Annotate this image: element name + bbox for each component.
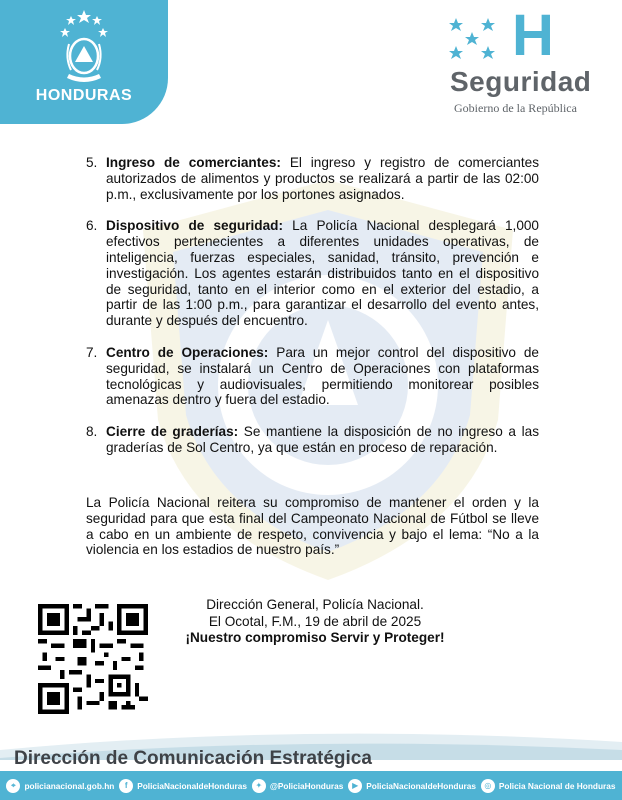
social-link-twitter[interactable] xyxy=(252,779,344,793)
footer-social-bar xyxy=(0,771,622,800)
signature-block xyxy=(150,597,480,647)
item-number: 8. xyxy=(86,424,98,440)
instagram-icon: ◎ xyxy=(481,779,495,793)
list-item xyxy=(86,345,539,408)
item-title: Centro de Operaciones: xyxy=(106,344,269,360)
seguridad-logo xyxy=(448,3,613,120)
social-label: PoliciaNacionaldeHonduras xyxy=(137,780,247,791)
social-link-website[interactable] xyxy=(6,779,114,793)
list-item xyxy=(86,424,539,456)
social-link-youtube[interactable] xyxy=(348,779,476,793)
list-item xyxy=(86,218,539,329)
honduras-badge xyxy=(0,0,168,124)
social-label: PoliciaNacionaldeHonduras xyxy=(366,780,476,791)
location-icon: ⌖ xyxy=(6,779,20,793)
social-label: policianacional.gob.hn xyxy=(24,780,115,791)
numbered-list xyxy=(86,155,539,472)
brand-name: Seguridad xyxy=(450,66,592,97)
signature-line-1: Dirección General, Policía Nacional. xyxy=(206,597,424,612)
item-text: Se mantiene la disposición de no ingreso a las graderías de Sol Centro, ya que están en proceso de reparación. xyxy=(106,424,539,455)
item-number: 6. xyxy=(86,218,98,234)
social-link-facebook[interactable] xyxy=(119,779,247,793)
item-number: 7. xyxy=(86,344,98,360)
qr-code[interactable] xyxy=(38,604,148,714)
signature-motto: ¡Nuestro compromiso Servir y Proteger! xyxy=(185,630,445,645)
item-title: Ingreso de comerciantes: xyxy=(106,155,281,170)
signature-line-2: El Ocotal, F.M., 19 de abril de 2025 xyxy=(208,613,422,629)
brand-letter: H xyxy=(512,3,554,68)
country-label: HONDURAS xyxy=(35,87,133,104)
facebook-icon: f xyxy=(119,779,133,793)
social-link-instagram[interactable] xyxy=(481,779,616,793)
item-text: La Policía Nacional desplegará 1,000 efectivos pertenecientes a diferentes unidades operativas, de inteligencia, fuerzas especiales, sanidad, tránsito, prevención e investigación. Los agentes estarán distribuidos tanto en el dispositivo de seguridad, tanto en el interior como en el exterior del estadio, a partir de las 1:00 p.m., para garantizar el desarrollo del evento antes, durante y después del encuentro. xyxy=(106,218,539,329)
item-text: Para un mejor control del dispositivo de seguridad, se instalará un Centro de Operaciones con plataformas tecnológicas y audiovisuales, permitiendo monitorear posibles amenazas dentro y fuera del estadio. xyxy=(106,344,539,408)
five-stars-icon xyxy=(448,16,500,64)
coat-of-arms-icon xyxy=(59,8,109,86)
item-text: El ingreso y registro de comerciantes autorizados de alimentos y productos se realizará a partir de las 02:00 p.m., exclusivamente por los portones asignados. xyxy=(106,155,539,202)
twitter-icon: ✦ xyxy=(252,779,266,793)
closing-paragraph: La Policía Nacional reitera su compromiso de mantener el orden y la seguridad para que esta final del Campeonato Nacional de Fútbol se lleve a cabo en un ambiente de respeto, convivencia y bajo el lema: “No a la violencia en los estadios de nuestro país.” xyxy=(86,495,539,558)
list-item xyxy=(86,155,539,202)
youtube-icon: ▶ xyxy=(348,779,362,793)
brand-subtitle: Gobierno de la República xyxy=(454,101,577,115)
item-number: 5. xyxy=(86,155,98,170)
social-label: Policia Nacional de Honduras xyxy=(498,780,616,791)
footer-title: Dirección de Comunicación Estratégica xyxy=(14,748,372,769)
social-label: @PoliciaHonduras xyxy=(269,780,344,791)
item-title: Cierre de graderías: xyxy=(106,424,239,440)
item-title: Dispositivo de seguridad: xyxy=(106,218,283,234)
